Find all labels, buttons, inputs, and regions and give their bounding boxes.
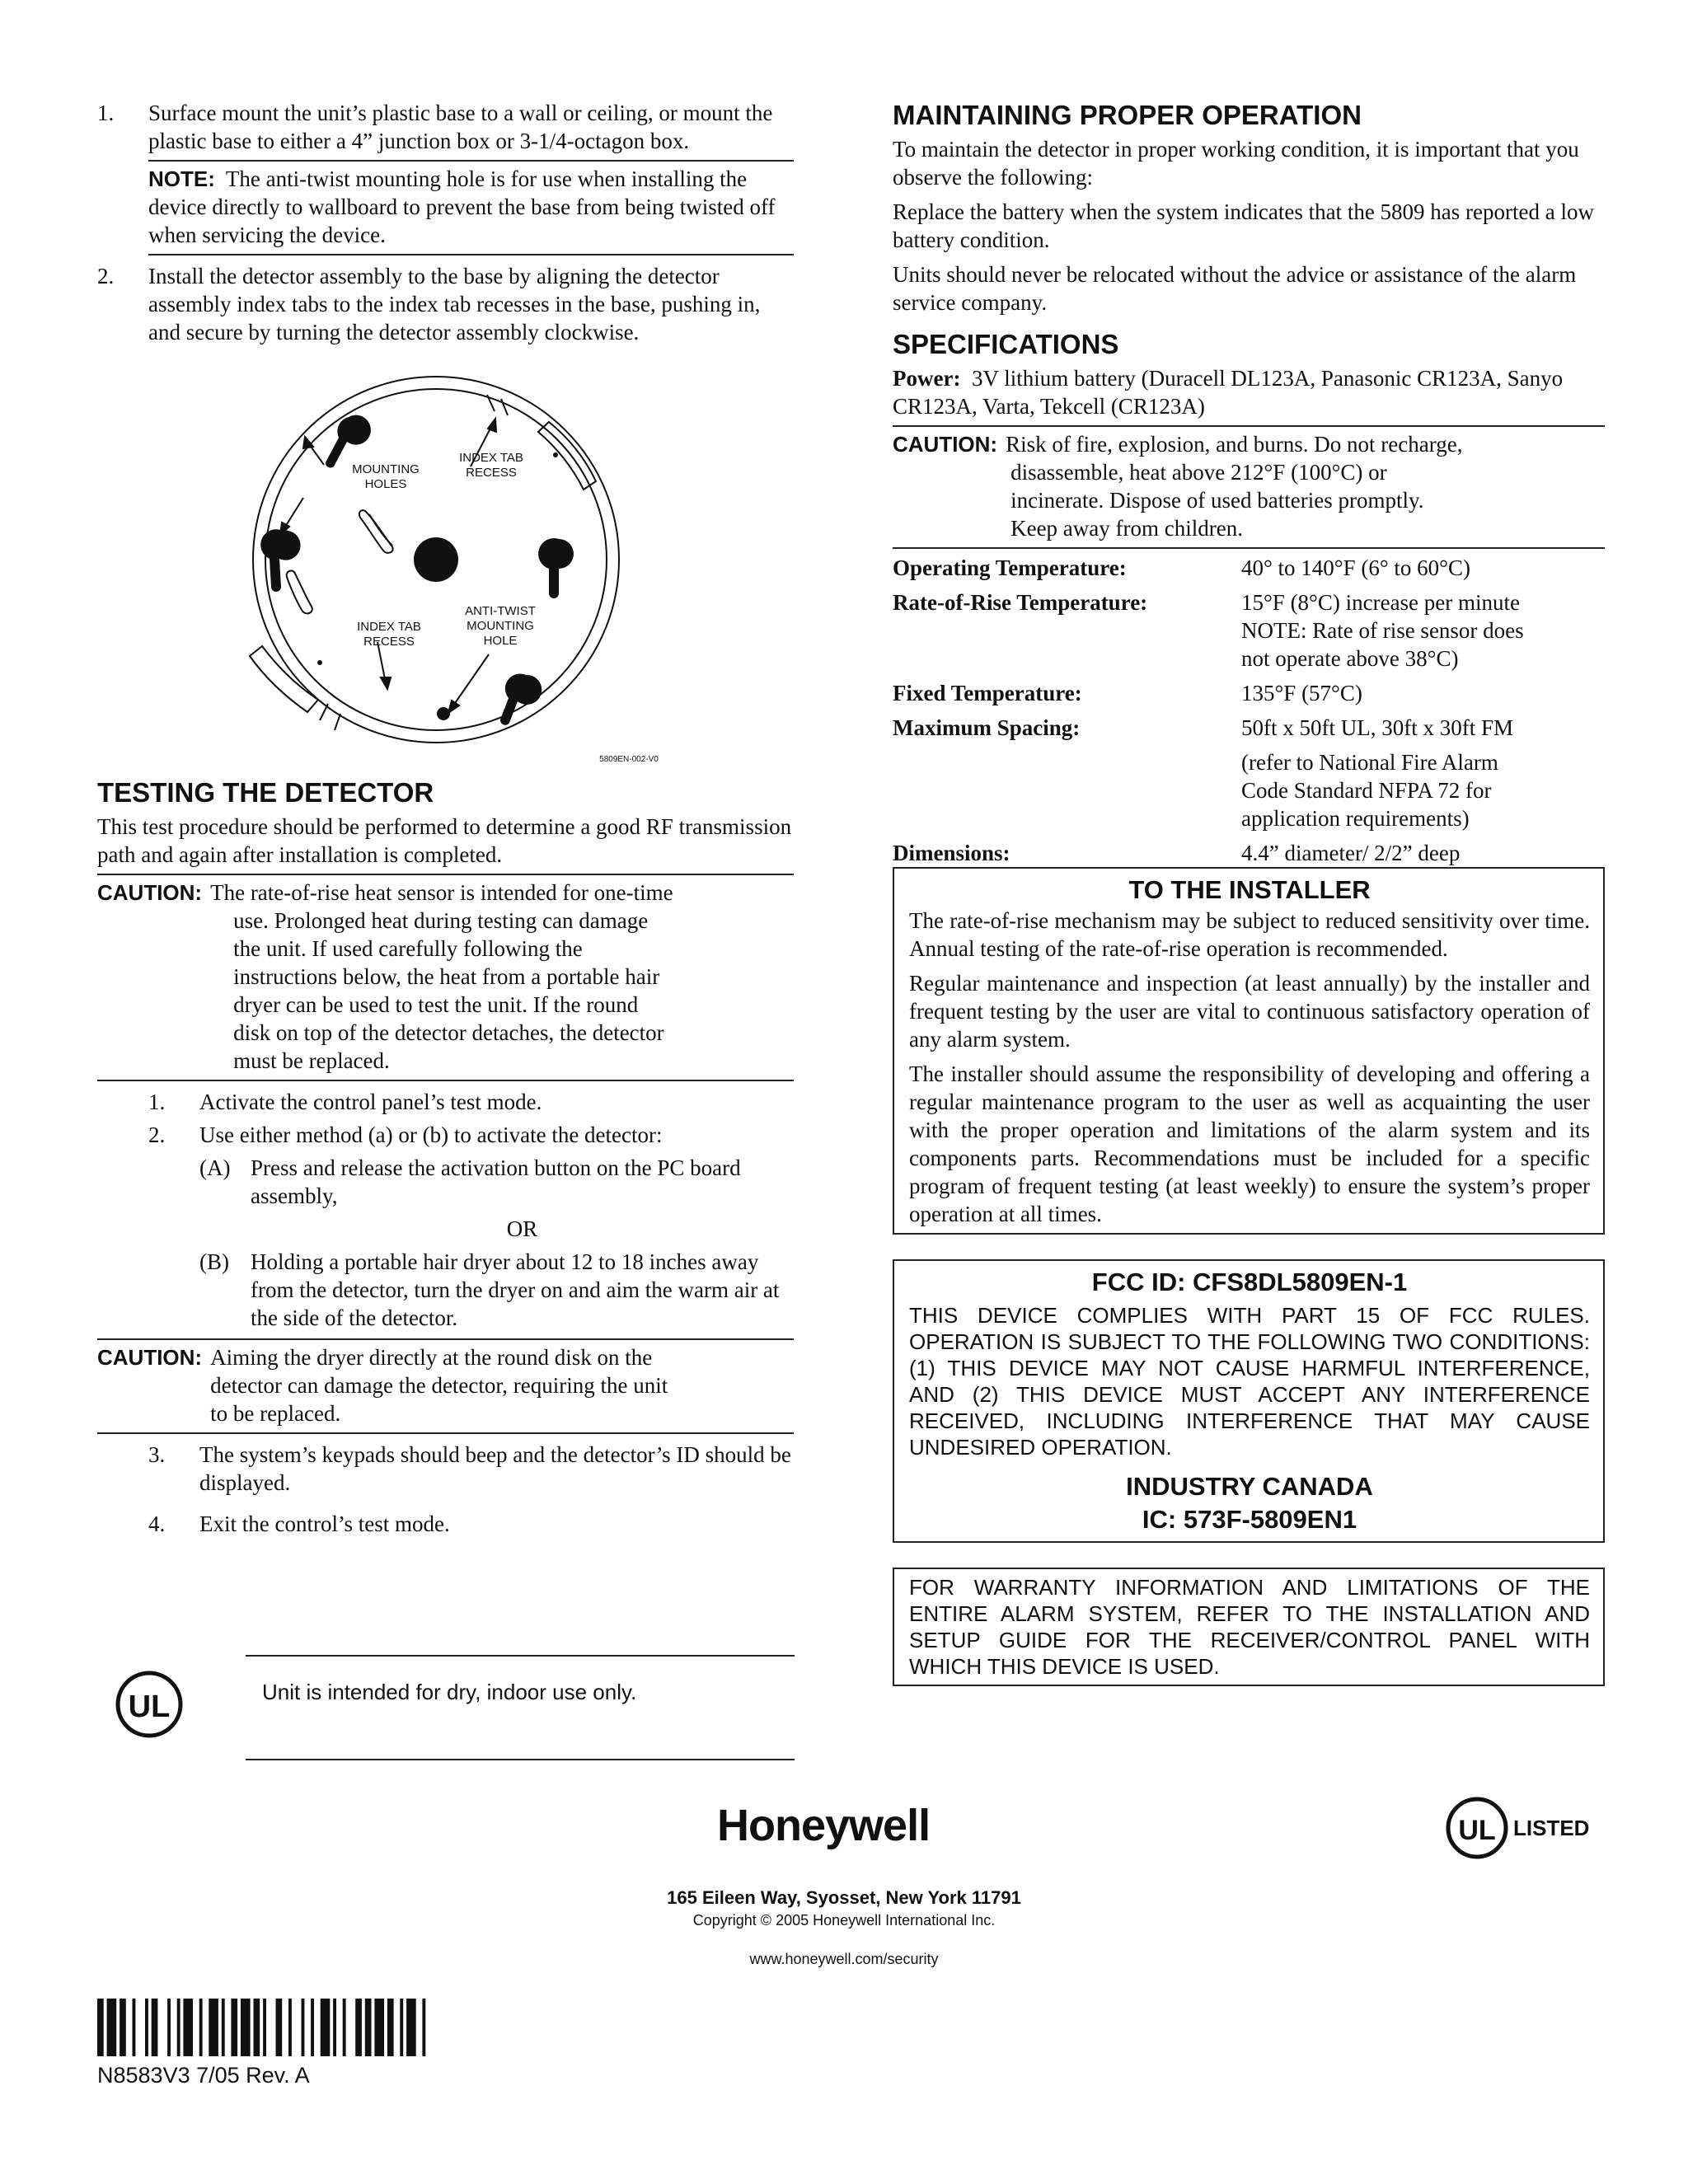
maintaining-heading: MAINTAINING PROPER OPERATION [893,100,1362,130]
method-b: (B) Holding a portable hair dryer about 12 to 18 inches away from the detector, turn the dryer on and aim the warm air at the side of the detector. [199,1249,780,1330]
svg-text:HOLES: HOLES [364,477,407,491]
caution-text: The rate-of-rise heat sensor is intended for one-time use. Prolonged heat during testing can damage the unit. If used carefully following the instructions below, the heat from a portable hair dryer can be used to test the unit. If the round disk on top of the detector detaches, the detector must be replaced. [210,880,673,1073]
spec-row: Fixed Temperature: 135°F (57°C) [893,681,1362,705]
test-step-1: 1. Activate the control panel’s test mode. [148,1090,542,1114]
barcode-bar [231,1999,237,2056]
spec-row: Operating Temperature: 40° to 140°F (6° to 60°C) [893,555,1470,580]
test-step-2: 2. Use either method (a) or (b) to activate the detector: [148,1122,663,1147]
fcc-text: THIS DEVICE COMPLIES WITH PART 15 OF FCC RULES. OPERATION IS SUBJECT TO THE FOLLOWING TWO CONDITIONS: (1) THIS DEVICE MAY NOT CAUSE HARMFUL INTERFERENCE, AND (2) THIS DEVICE MUST ACCEPT ANY INTERFERENCE RECEIVED, INCLUDING INTERFERENCE THAT MAY CAUSE UNDESIRED OPERATION. [909,1303,1590,1460]
barcode-bar [120,1999,126,2056]
barcode-bar [167,1999,171,2056]
svg-text:HOLE: HOLE [483,634,518,648]
mounting-hole-right [538,538,574,598]
caution-label: CAUTION: [893,432,998,457]
barcode-bar [199,1999,203,2056]
install-step-1 [97,99,794,155]
ul-note-text: Unit is intended for dry, indoor use only. [262,1680,637,1704]
ic-title: INDUSTRY CANADA [1126,1472,1373,1501]
label-anti-twist: ANTI-TWIST [465,604,536,618]
website-url: www.honeywell.com/security [749,1951,939,1967]
footer-address-block [0,1887,1688,1968]
ul-listed-circle [1444,1795,1510,1861]
warranty-box [893,1568,1605,1686]
ul-listed-text: LISTED [1513,1815,1590,1840]
barcode-bar [183,1999,193,2056]
anti-twist-note [148,160,794,255]
testing-heading: TESTING THE DETECTOR [97,777,434,808]
honeywell-logo: Honeywell [717,1801,931,1850]
left-column [97,99,794,1538]
step-text: Install the detector assembly to the base by aligning the detector assembly index tabs to the index tab recesses in the base, pushing in, and secure by turning the detector assembly clockwise. [148,264,761,344]
caution-text: Risk of fire, explosion, and burns. Do not recharge, disassemble, heat above 212°F (100°C) or incinerate. Dispose of used batteries promptly. Keep away from children. [1006,432,1463,541]
barcode-bar [107,1999,117,2056]
barcode-bar [254,1999,260,2056]
fcc-box [893,1259,1605,1543]
base-mounting-diagram [97,358,794,770]
step-number: 1. [97,101,115,125]
barcode-bar [422,1999,425,2056]
svg-text:UL: UL [1458,1815,1496,1846]
caution-label: CAUTION: [97,1345,203,1370]
barcode-bar [263,1999,266,2056]
caution-dryer [97,1340,794,1427]
warranty-text: FOR WARRANTY INFORMATION AND LIMITATIONS OF THE ENTIRE ALARM SYSTEM, REFER TO THE INSTALLATION AND SETUP GUIDE FOR THE RECEIVER/CONTROL PANEL WITH WHICH THIS DEVICE IS USED. [909,1575,1590,1679]
label-mounting-holes: MOUNTING [352,462,420,476]
diagram-code: 5809EN-002-V0 [599,755,659,764]
maintaining-para: Units should never be relocated without the advice or assistance of the alarm service company. [893,262,1577,315]
test-step-4: 4. Exit the control’s test mode. [148,1511,450,1536]
installer-box [893,867,1605,1235]
barcode-bar [400,1999,403,2056]
spec-row: Dimensions: 4.4” diameter/ 2/2” deep [893,841,1461,865]
spec-row: Maximum Spacing: 50ft x 50ft UL, 30ft x 30ft FM (refer to National Fire Alarm Code Standard NFPA 72 for application requirements) [893,715,1513,831]
note-text: The anti-twist mounting hole is for use when installing the device directly to wallboard to prevent the base from being twisted off when servicing the device. [148,166,776,247]
barcode-bar [343,1999,346,2056]
barcode-bar [241,1999,251,2056]
barcode-bar [222,1999,225,2056]
copyright: Copyright © 2005 Honeywell International Inc. [692,1912,996,1929]
spec-row: Rate-of-Rise Temperature: 15°F (8°C) increase per minute NOTE: Rate of rise sensor does not operate above 38°C) [893,590,1524,671]
test-step-3: 3. The system’s keypads should beep and the detector’s ID should be displayed. [148,1442,791,1495]
ic-id: IC: 573F-5809EN1 [1142,1505,1357,1534]
install-step-2 [97,262,794,346]
caution-heat-sensor [97,875,794,1075]
step-text: Surface mount the unit’s plastic base to a wall or ceiling, or mount the plastic base to either a 4” junction box or 3-1/4-octagon box. [148,101,773,153]
ul-circle-logo [114,1669,185,1740]
installer-title: TO THE INSTALLER [1128,875,1371,904]
barcode-bar [355,1999,362,2056]
svg-text:RECESS: RECESS [466,466,517,480]
barcode-bar [288,1999,292,2056]
caution-text: Aiming the dryer directly at the round disk on the detector can damage the detector, requiring the unit to be replaced. [210,1345,668,1426]
maintaining-para: Replace the battery when the system indicates that the 5809 has reported a low battery condition. [893,199,1594,252]
barcode-bar [406,1999,416,2056]
barcode-bar [333,1999,336,2056]
spec-table [893,554,1605,867]
address: 165 Eileen Way, Syosset, New York 11791 [667,1887,1021,1908]
barcode-bar [97,1999,104,2056]
method-a: (A) Press and release the activation button on the PC board assembly, [199,1155,741,1208]
barcode-bar [321,1999,331,2056]
document-number: N8583V3 7/05 Rev. A [97,2063,310,2088]
barcode-bar [133,1999,136,2056]
ul-listed-mark [1444,1795,1589,1861]
note-label: NOTE: [148,166,215,191]
center-hole [414,537,458,582]
right-column [893,99,1605,1686]
installer-para: The rate-of-rise mechanism may be subject to reduced sensitivity over time. Annual testing of the rate-of-rise operation is recommended. [909,908,1590,961]
fcc-title: FCC ID: CFS8DL5809EN-1 [1091,1268,1408,1296]
barcode [97,1999,432,2056]
ul-note-box [246,1655,795,1760]
barcode-bar [177,1999,181,2056]
label-index-tab-bottom: INDEX TAB [357,620,421,634]
mounting-hole-bottom [500,674,542,725]
specifications-heading: SPECIFICATIONS [893,329,1119,359]
barcode-bar [276,1999,283,2056]
installer-para: The installer should assume the responsibility of developing and offering a regular maintenance program to the user as well as acquainting the user with the proper operation and limitations of the alarm system and its components parts. Recommendations must be included for a specific program of frequent testing (at least weekly) to ensure the system’s proper operation at all times. [909,1062,1590,1226]
svg-text:RECESS: RECESS [363,635,415,649]
or-separator: OR [506,1216,538,1241]
power-spec: Power: 3V lithium battery (Duracell DL123A, Panasonic CR123A, Sanyo CR123A, Varta, Tekcell (CR123A) [893,366,1564,419]
barcode-bar [365,1999,372,2056]
label-index-tab-top: INDEX TAB [459,451,523,465]
installer-para: Regular maintenance and inspection (at least annually) by the installer and frequent testing by the user are vital to continuous satisfactory operation of any alarm system. [909,971,1590,1052]
barcode-bar [387,1999,394,2056]
step-number: 2. [97,264,115,288]
barcode-bar [209,1999,218,2056]
maintaining-para: To maintain the detector in proper working condition, it is important that you observe the following: [893,137,1579,190]
svg-text:UL: UL [128,1690,171,1724]
mounting-hole-top [326,415,371,468]
testing-intro: This test procedure should be performed to determine a good RF transmission path and again after installation is completed. [97,814,792,867]
barcode-bar [302,1999,305,2056]
svg-text:MOUNTING: MOUNTING [467,619,534,633]
barcode-bar [311,1999,314,2056]
caution-label: CAUTION: [97,880,203,905]
barcode-bar [145,1999,148,2056]
battery-caution [893,427,1605,542]
barcode-bar [152,1999,158,2056]
barcode-bar [374,1999,384,2056]
